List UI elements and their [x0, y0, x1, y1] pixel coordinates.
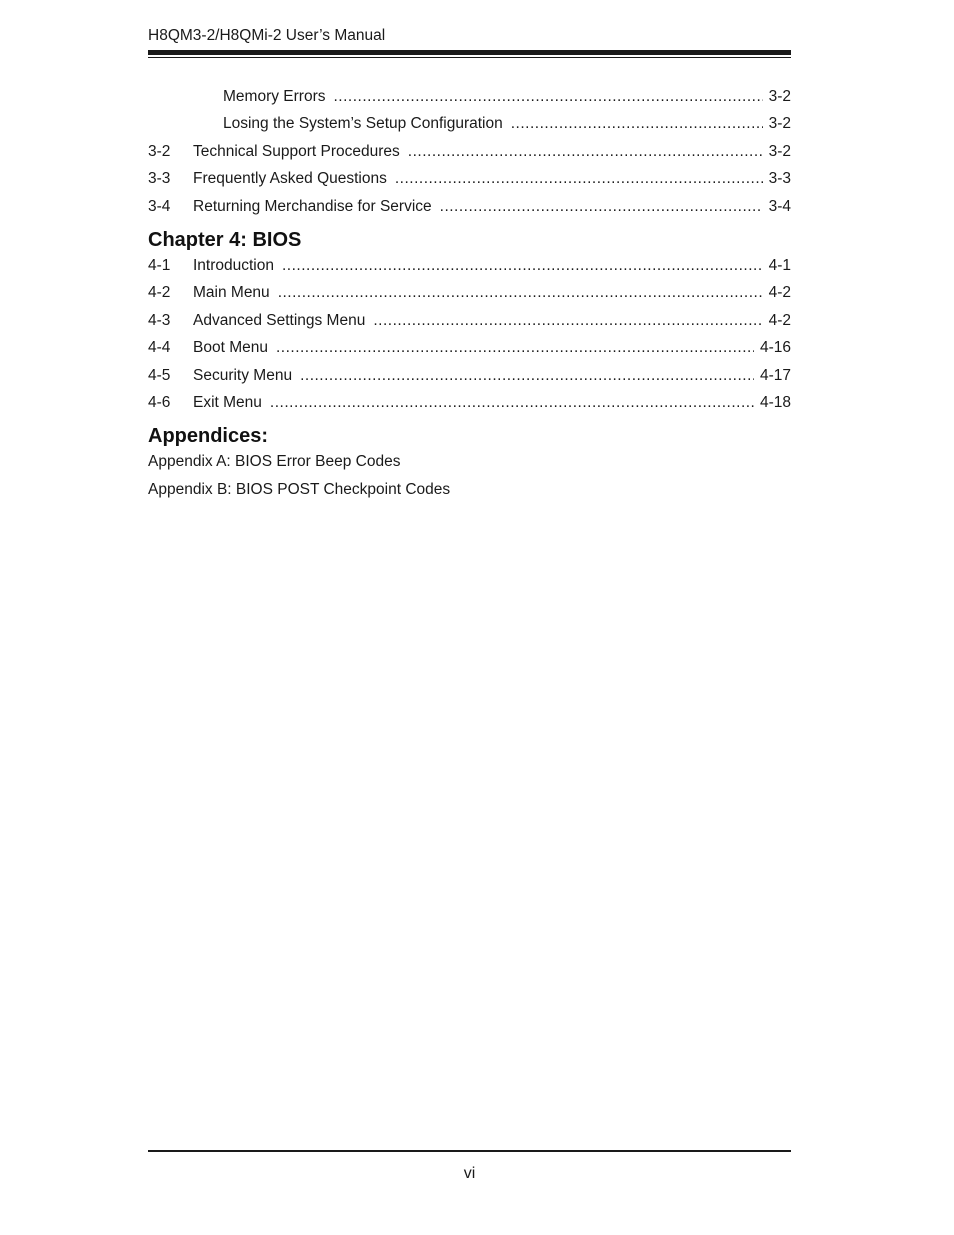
toc-entry-page: 3-2: [768, 115, 791, 133]
toc-entry-title: Returning Merchandise for Service: [193, 197, 432, 215]
appendices-heading: Appendices:: [148, 425, 269, 448]
toc-leader-dots: [408, 141, 763, 163]
toc-entry-title: Security Menu: [193, 366, 293, 384]
toc-entry: [148, 337, 791, 364]
toc-entry-number: 3-4: [148, 197, 171, 215]
toc-entry: [148, 365, 791, 392]
toc-leader-dots: [282, 255, 763, 277]
toc-entry: [148, 255, 791, 282]
header-rule-thick: [148, 50, 791, 55]
toc-entry-title: Losing the System’s Setup Configuration: [223, 115, 503, 133]
toc-entry-page: 4-2: [768, 284, 791, 302]
toc-entry-page: 4-1: [768, 256, 791, 274]
toc-leader-dots: [278, 282, 763, 304]
toc-entry-page: 3-2: [768, 142, 791, 160]
toc-entry-number: 3-2: [148, 142, 171, 160]
toc-leader-dots: [511, 113, 763, 135]
manual-page: [148, 0, 791, 1235]
toc-leader-dots: [440, 196, 763, 218]
toc-leader-dots: [270, 392, 754, 414]
toc-leader-dots: [373, 310, 762, 332]
toc-entry-page: 4-2: [768, 311, 791, 329]
toc-entry-page: 4-18: [759, 393, 791, 411]
running-header-title: H8QM3-2/H8QMi-2 User’s Manual: [148, 27, 386, 44]
toc-entry-title: Boot Menu: [193, 339, 268, 357]
toc-entry: [148, 392, 791, 419]
chapter-heading: Chapter 4: BIOS: [148, 228, 302, 251]
toc-entry-page: 3-4: [768, 197, 791, 215]
footer-rule: [148, 1150, 791, 1152]
toc-entry-number: 3-3: [148, 170, 171, 188]
toc-leader-dots: [333, 86, 762, 108]
toc-entry-title: Frequently Asked Questions: [193, 170, 387, 188]
toc-entry-page: 4-16: [759, 339, 791, 357]
toc-entry-title: Introduction: [193, 256, 274, 274]
toc-entry: [148, 282, 791, 309]
toc-entry-number: 4-4: [148, 339, 171, 357]
toc-entry: [148, 196, 791, 223]
header-rule-thin: [148, 57, 791, 58]
toc-leader-dots: [300, 365, 754, 387]
toc-entry-title: Exit Menu: [193, 393, 262, 411]
toc-entry-title: Main Menu: [193, 284, 270, 302]
toc-entry: [148, 310, 791, 337]
toc-entry-page: 3-2: [768, 88, 791, 105]
toc-leader-dots: [276, 337, 754, 359]
toc-entry: [148, 86, 791, 113]
toc-entry-title: Advanced Settings Menu: [193, 311, 366, 329]
toc-entry-title: Memory Errors: [223, 88, 326, 105]
toc-leader-dots: [395, 168, 763, 190]
toc-entry: [148, 141, 791, 168]
toc-entry-number: 4-3: [148, 311, 171, 329]
toc-entry-number: 4-2: [148, 284, 171, 302]
appendix-entry: Appendix B: BIOS POST Checkpoint Codes: [148, 480, 451, 498]
toc-entry-title: Technical Support Procedures: [193, 142, 400, 160]
toc-entry-number: 4-5: [148, 366, 171, 384]
toc-entry-page: 4-17: [759, 366, 791, 384]
table-of-contents: [148, 86, 791, 506]
toc-entry: [148, 168, 791, 195]
page-number: vi: [463, 1165, 476, 1182]
appendix-entry: Appendix A: BIOS Error Beep Codes: [148, 453, 401, 471]
toc-entry-number: 4-1: [148, 256, 171, 274]
toc-entry-number: 4-6: [148, 393, 171, 411]
toc-entry: [148, 113, 791, 140]
toc-entry-page: 3-3: [768, 170, 791, 188]
